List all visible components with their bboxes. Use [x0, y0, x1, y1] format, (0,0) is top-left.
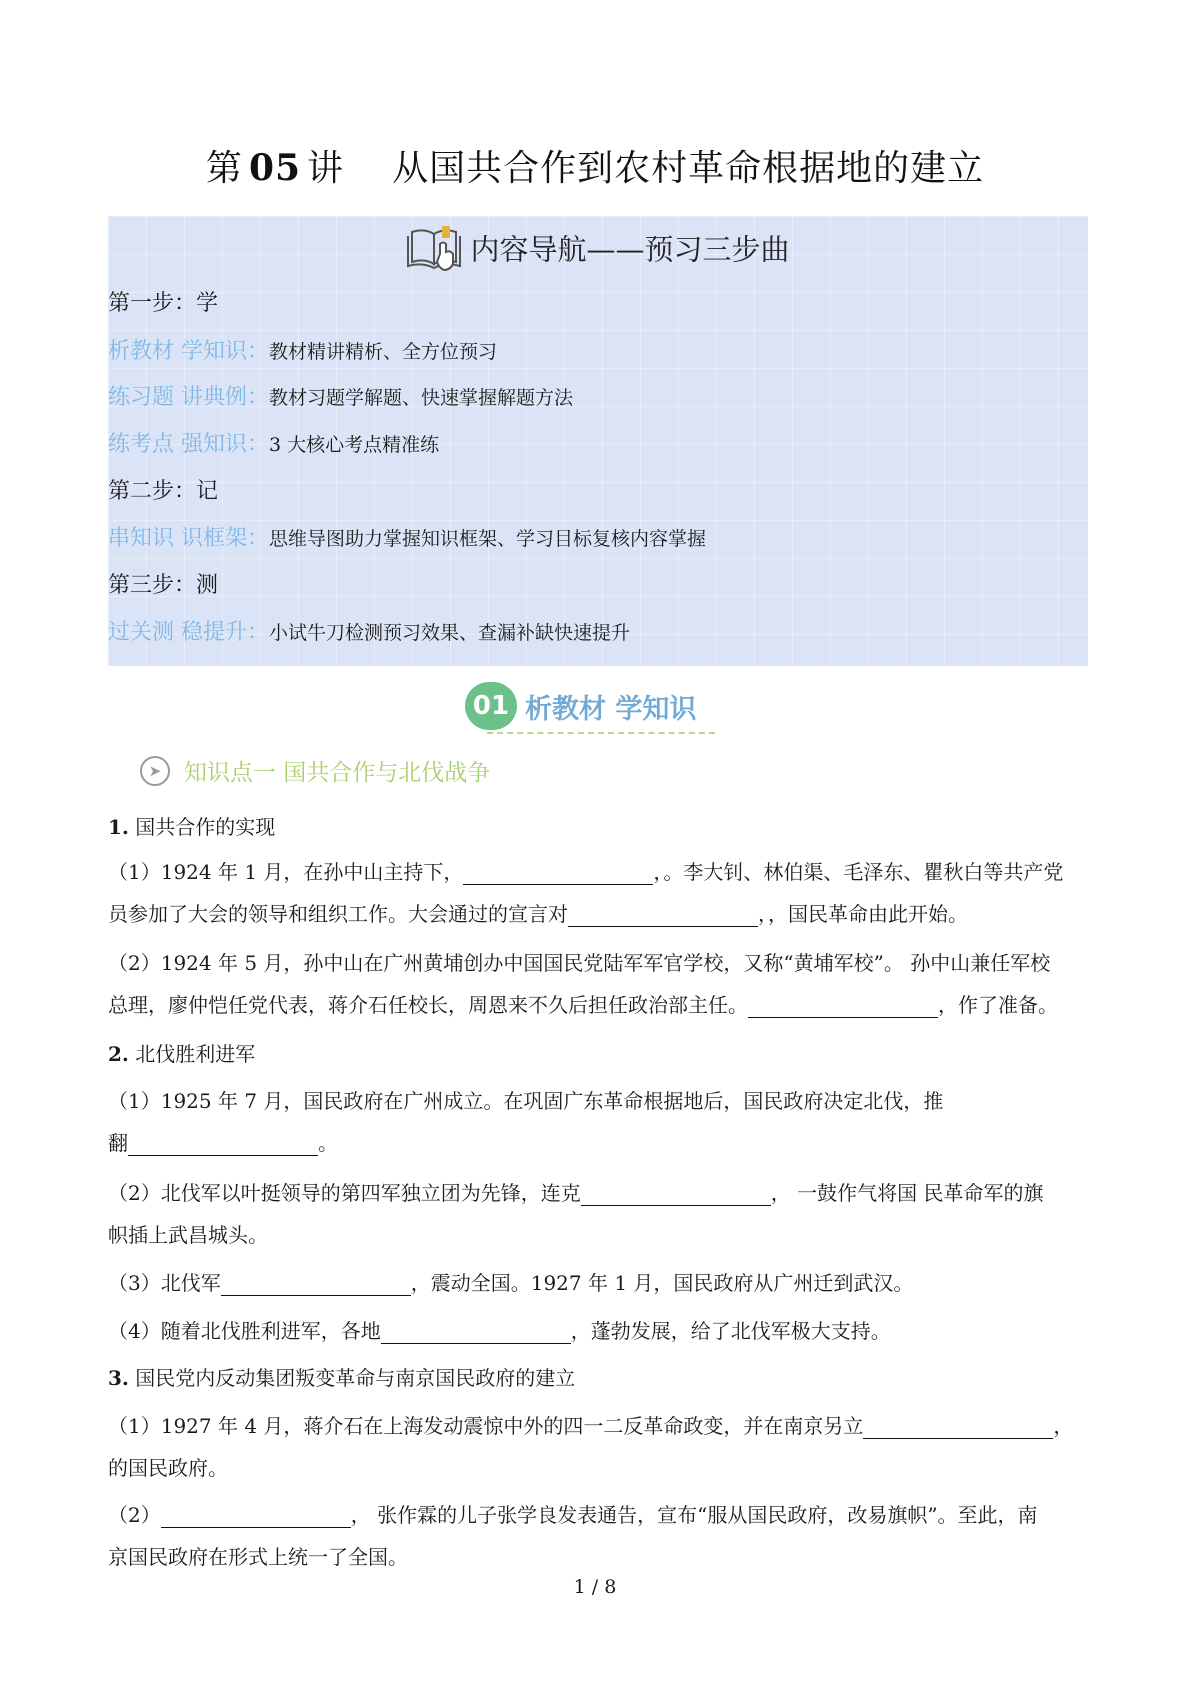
nav-row-exam-points: 练考点 强知识：3 大核心考点精准练 [108, 432, 440, 457]
paragraph-1-2-line-2: 总理，廖仲恺任党代表，蒋介石任校长，周恩来不久后担任政治部主任。 ，作了准备。 [108, 984, 1088, 1026]
paragraph-1-1-line-1: （1）1924 年 1 月，在孙中山主持下， ，。李大钊、林伯渠、毛泽东、瞿秋白等共产党 [108, 851, 1088, 893]
fill-blank[interactable] [863, 1410, 1053, 1439]
lesson-number: 05 [248, 147, 302, 189]
fill-blank[interactable] [381, 1315, 571, 1344]
title-subject: 从国共合作到农村革命根据地的建立 [392, 148, 985, 189]
heading-1: 1. 国共合作的实现 [108, 815, 276, 839]
nav-row-framework: 串知识 识框架：思维导图助力掌握知识框架、学习目标复核内容掌握 [108, 526, 707, 551]
nav-heading-text: 内容导航——预习三步曲 [470, 232, 790, 267]
paragraph-2-2-line-2: 帜插上武昌城头。 [108, 1223, 268, 1247]
arrow-right-icon: ➤ [140, 756, 170, 786]
fill-blank[interactable] [128, 1127, 318, 1156]
nav-step-3: 第三步：测 [108, 573, 219, 598]
fill-blank[interactable] [463, 856, 653, 885]
section-number: 01 [465, 682, 517, 730]
nav-step-2: 第二步：记 [108, 479, 219, 504]
title-suffix: 讲 [307, 148, 345, 189]
nav-row-analyze: 析教材 学知识：教材精讲精析、全方位预习 [108, 339, 498, 364]
heading-3: 3. 国民党内反动集团叛变革命与南京国民政府的建立 [108, 1366, 576, 1390]
knowledge-point-label: 知识点一 国共合作与北伐战争 [184, 760, 491, 786]
page-number: 1 / 8 [573, 1576, 617, 1598]
paragraph-3-2-line-1: （2） ， 张作霖的儿子张学良发表通告，宣布“服从国民政府，改易旗帜”。至此，南 [108, 1494, 1088, 1536]
paragraph-1-1-line-2: 员参加了大会的领导和组织工作。大会通过的宣言对 ，，国民革命由此开始。 [108, 893, 1088, 935]
fill-blank[interactable] [221, 1267, 411, 1296]
paragraph-1-2-line-1: （2）1924 年 5 月，孙中山在广州黄埔创办中国国民党陆军军官学校，又称“黄埔军校”。 孙中山兼任军校 [108, 951, 1051, 975]
paragraph-2-4: （4）随着北伐胜利进军，各地 ，蓬勃发展，给了北伐军极大支持。 [108, 1310, 1088, 1352]
paragraph-3-2-line-2: 京国民政府在形式上统一了全国。 [108, 1545, 408, 1569]
fill-blank[interactable] [161, 1499, 351, 1528]
nav-heading [108, 224, 1088, 279]
nav-step-1: 第一步：学 [108, 291, 219, 316]
paragraph-2-1-line-2: 翻 。 [108, 1122, 1088, 1164]
content-navigation-box [108, 216, 1088, 666]
nav-row-practice: 练习题 讲典例：教材习题学解题、快速掌握解题方法 [108, 385, 574, 410]
paragraph-2-3: （3）北伐军 ，震动全国。1927 年 1 月，国民政府从广州迁到武汉。 [108, 1262, 1088, 1304]
section-label: 析教材 学知识 [525, 694, 697, 725]
paragraph-2-1-line-1: （1）1925 年 7 月，国民政府在广州成立。在巩固广东革命根据地后，国民政府决定北伐，推 [108, 1089, 944, 1113]
paragraph-2-2-line-1: （2）北伐军以叶挺领导的第四军独立团为先锋，连克 ， 一鼓作气将国 民革命军的旗 [108, 1172, 1088, 1214]
section-underline [487, 732, 715, 734]
fill-blank[interactable] [581, 1177, 771, 1206]
page-title [0, 140, 1190, 191]
nav-row-test: 过关测 稳提升：小试牛刀检测预习效果、查漏补缺快速提升 [108, 620, 631, 645]
fill-blank[interactable] [748, 989, 938, 1018]
book-hand-icon [406, 224, 464, 279]
title-prefix: 第 [205, 148, 243, 189]
paragraph-3-1-line-1: （1）1927 年 4 月，蒋介石在上海发动震惊中外的四一二反革命政变，并在南京另立 ， [108, 1405, 1088, 1447]
paragraph-3-1-line-2: 的国民政府。 [108, 1456, 228, 1480]
fill-blank[interactable] [568, 898, 758, 927]
heading-2: 2. 北伐胜利进军 [108, 1042, 256, 1066]
